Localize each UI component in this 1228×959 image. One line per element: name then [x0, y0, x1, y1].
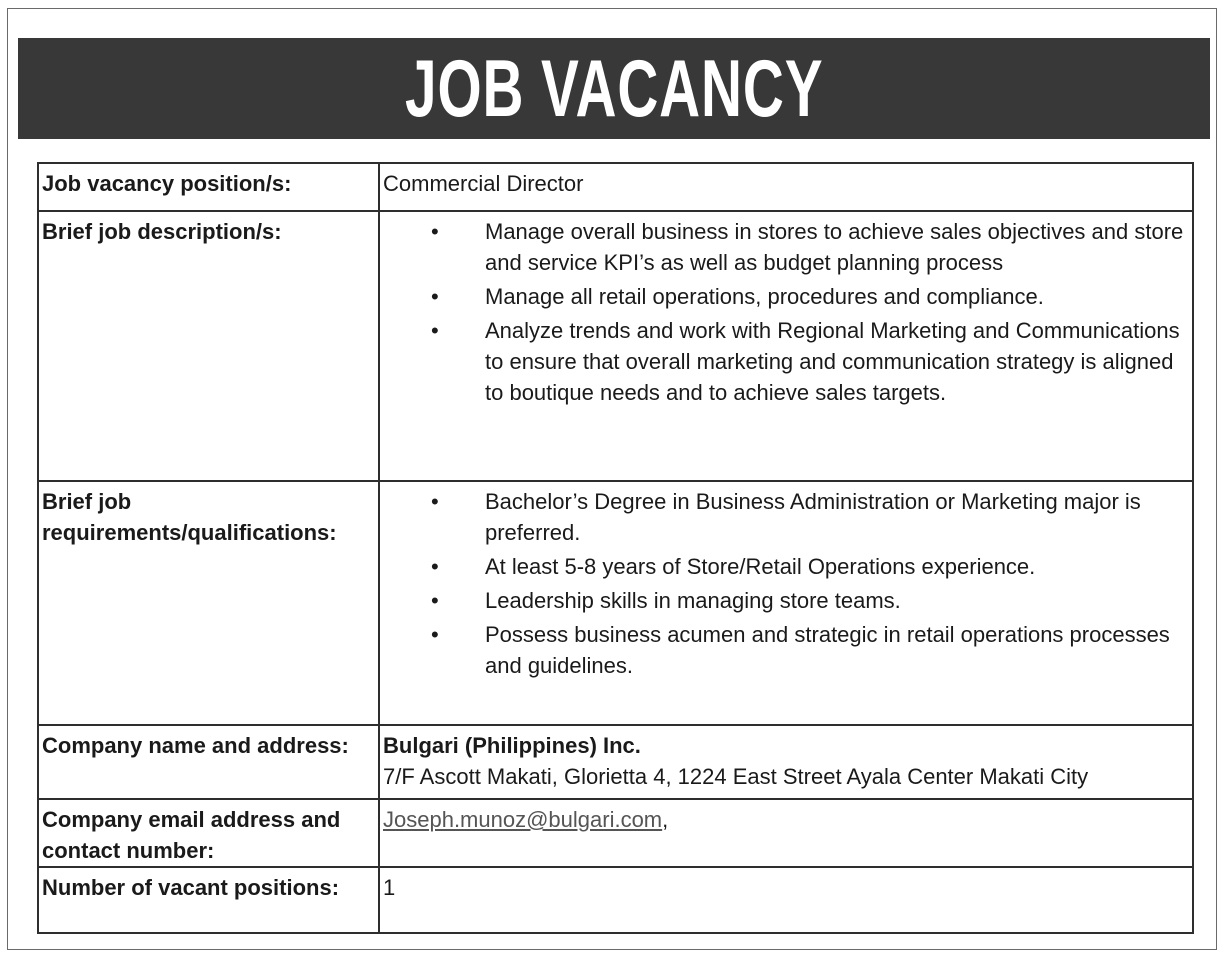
description-value [379, 211, 1193, 481]
list-item: • Possess business acumen and strategic in retail operations processes and guidelines. [383, 619, 1189, 681]
contact-label: Company email address and contact number: [38, 799, 379, 867]
page-title: JOB VACANCY [404, 42, 824, 134]
vacant-value: 1 [379, 867, 1193, 933]
vacant-label: Number of vacant positions: [38, 867, 379, 933]
contact-suffix: , [662, 807, 669, 832]
position-value: Commercial Director [379, 163, 1193, 211]
requirements-value [379, 481, 1193, 725]
description-row [38, 211, 1193, 481]
company-address: 7/F Ascott Makati, Glorietta 4, 1224 East Street Ayala Center Makati City [383, 764, 1089, 789]
title-banner [18, 38, 1210, 139]
vacancy-table [37, 162, 1194, 934]
list-item: • Manage all retail operations, procedures and compliance. [383, 281, 1189, 312]
company-label: Company name and address: [38, 725, 379, 799]
company-value [379, 725, 1193, 799]
company-row [38, 725, 1193, 799]
list-item: • Analyze trends and work with Regional Marketing and Communications to ensure that overall marketing and communication strategy is aligned to boutique needs and to achieve sales targets. [383, 315, 1189, 408]
description-label: Brief job description/s: [38, 211, 379, 481]
list-item: • Bachelor’s Degree in Business Administration or Marketing major is preferred. [383, 486, 1189, 548]
vacant-row [38, 867, 1193, 933]
email-link[interactable]: Joseph.munoz@bulgari.com [383, 807, 663, 832]
requirements-label: Brief job requirements/qualifications: [38, 481, 379, 725]
position-label: Job vacancy position/s: [38, 163, 379, 211]
contact-value [379, 799, 1193, 867]
list-item: • Manage overall business in stores to achieve sales objectives and store and service KPI’s as well as budget planning process [383, 216, 1189, 278]
requirements-list [383, 486, 1189, 681]
list-item: • At least 5-8 years of Store/Retail Operations experience. [383, 551, 1189, 582]
company-name: Bulgari (Philippines) Inc. [383, 733, 641, 758]
requirements-row [38, 481, 1193, 725]
contact-row [38, 799, 1193, 867]
position-row [38, 163, 1193, 211]
description-list [383, 216, 1189, 408]
list-item: • Leadership skills in managing store teams. [383, 585, 1189, 616]
